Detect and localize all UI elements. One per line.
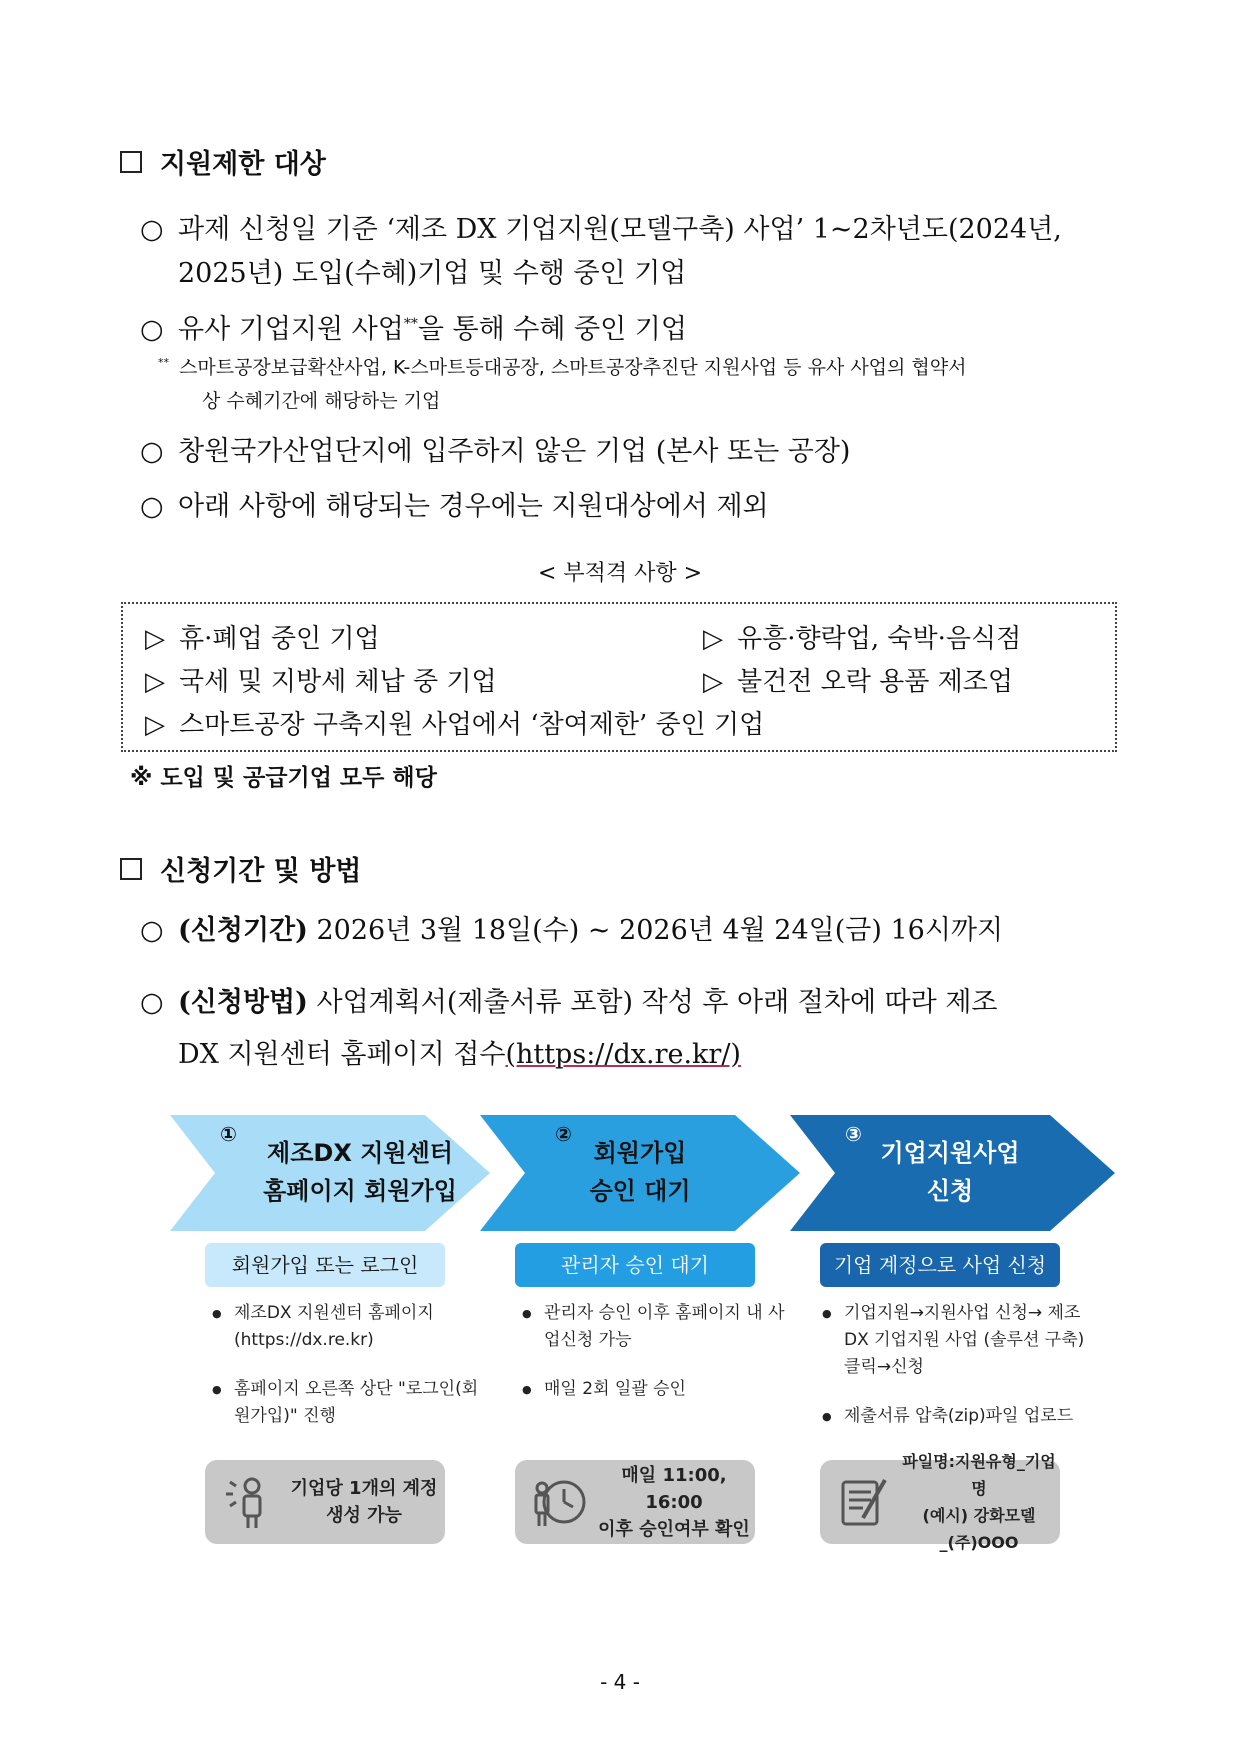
footnote-similar-programs: ** 스마트공장보급확산사업, K-스마트등대공장, 스마트공장추진단 지원사업 등 유사 사업의 협약서 상 수혜기간에 해당하는 기업 — [158, 356, 967, 413]
checkbox-square-icon — [120, 151, 142, 173]
bullet-prior-recipients: ○ 과제 신청일 기준 ‘제조 DX 기업지원(모델구축) 사업’ 1~2차년도(2024년, 2025년) 도입(수혜)기업 및 수행 중인 기업 — [140, 214, 1062, 289]
step2-number: ② — [555, 1122, 572, 1146]
step1-number: ① — [220, 1122, 237, 1146]
bullet-application-period: ○ (신청기간) 2026년 3월 18일(수) ~ 2026년 4월 24일(금) 16시까지 — [140, 915, 1004, 946]
homepage-link[interactable]: (https://dx.re.kr/) — [505, 1039, 741, 1070]
unfit-item: ▷ 국세 및 지방세 체납 중 기업 — [145, 667, 497, 697]
step1-card: 기업당 1개의 계정 생성 가능 — [205, 1460, 445, 1544]
step1-pill: 회원가입 또는 로그인 — [205, 1243, 445, 1287]
section-heading-restrictions: 지원제한 대상 — [120, 142, 326, 181]
step1-title: 제조DX 지원센터 홈페이지 회원가입 — [263, 1139, 457, 1205]
unfit-box — [121, 602, 1117, 752]
unfit-item: ▷ 스마트공장 구축지원 사업에서 ‘참여제한’ 중인 기업 — [145, 710, 765, 740]
unfit-item: ▷ 휴·폐업 중인 기업 — [145, 624, 380, 654]
step2-card: 매일 11:00, 16:00 이후 승인여부 확인 — [515, 1460, 755, 1544]
step3-pill: 기업 계정으로 사업 신청 — [820, 1243, 1060, 1287]
bullet-exclusion: ○ 아래 사항에 해당되는 경우에는 지원대상에서 제외 — [140, 491, 769, 522]
caution-note: ※ 도입 및 공급기업 모두 해당 — [130, 765, 437, 791]
step2-title: 회원가입 승인 대기 — [589, 1139, 691, 1205]
clock-person-icon — [523, 1467, 593, 1537]
page-number: - 4 - — [600, 1670, 640, 1694]
bullet-similar-programs: ○ 유사 기업지원 사업**을 통해 수혜 중인 기업 — [140, 314, 687, 345]
step2-pill: 관리자 승인 대기 — [515, 1243, 755, 1287]
section-heading-application: 신청기간 및 방법 — [120, 849, 361, 888]
unfit-title: < 부적격 사항 > — [537, 561, 703, 586]
step3-title: 기업지원사업 신청 — [880, 1139, 1020, 1205]
bullet-not-in-complex: ○ 창원국가산업단지에 입주하지 않은 기업 (본사 또는 공장) — [140, 436, 851, 467]
unfit-item: ▷ 불건전 오락 용품 제조업 — [703, 667, 1013, 697]
checkbox-square-icon — [120, 858, 142, 880]
step2-details: ● 관리자 승인 이후 홈페이지 내 사업신청 가능 ● 매일 2회 일괄 승인 — [522, 1300, 792, 1403]
idea-person-icon — [213, 1467, 283, 1537]
step3-details: ● 기업지원→지원사업 신청→ 제조DX 기업지원 사업 (솔루션 구축) 클릭→신청 ● 제출서류 압축(zip)파일 업로드 — [822, 1300, 1092, 1430]
step3-card: 파일명:지원유형_기업명 (예시) 강화모델_(주)OOO — [820, 1460, 1060, 1544]
unfit-item: ▷ 유흥·향락업, 숙박·음식점 — [703, 624, 1022, 654]
application-flow-diagram — [170, 1115, 1120, 1555]
step1-details: ● 제조DX 지원센터 홈페이지 (https://dx.re.kr) ● 홈페이지 오른쪽 상단 "로그인(회원가입)" 진행 — [212, 1300, 482, 1430]
document-pen-icon — [828, 1467, 898, 1537]
step3-number: ③ — [845, 1122, 862, 1146]
bullet-application-method: ○ (신청방법) 사업계획서(제출서류 포함) 작성 후 아래 절차에 따라 제조 DX 지원센터 홈페이지 접수(https://dx.re.kr/) — [140, 987, 998, 1070]
